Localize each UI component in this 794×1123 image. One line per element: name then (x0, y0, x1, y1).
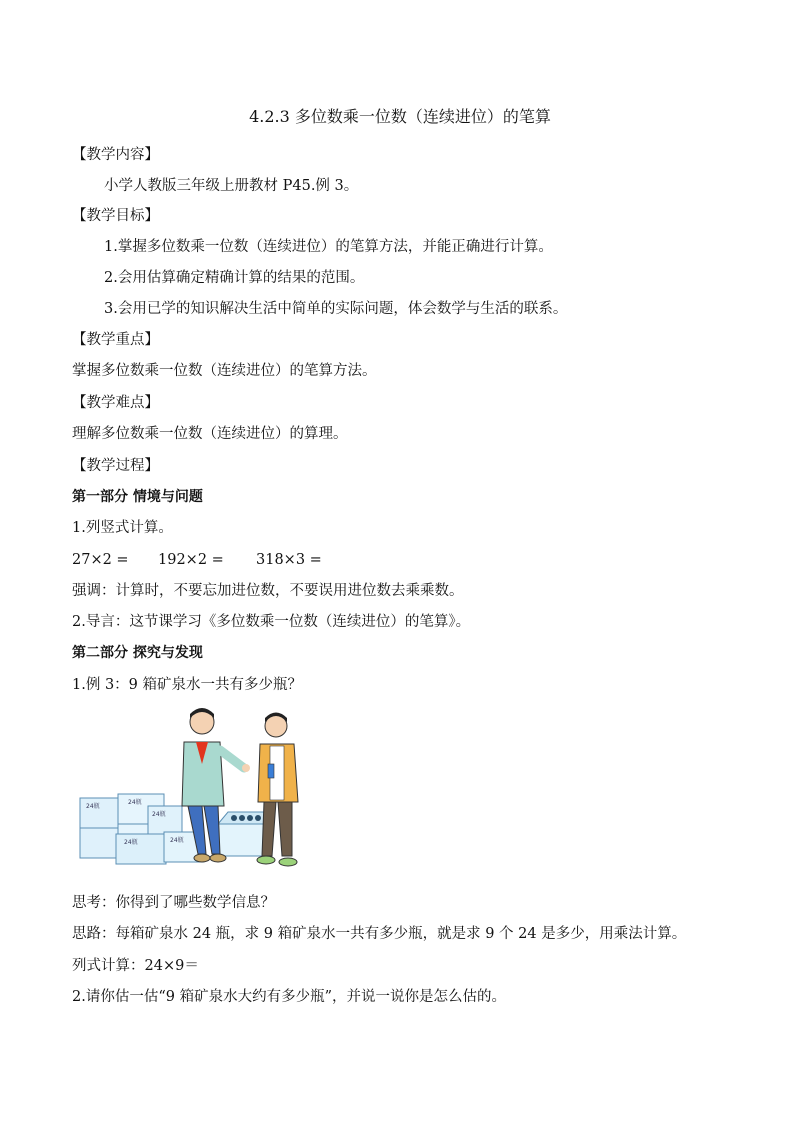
boy-right-icon (257, 713, 298, 867)
illustration-boys-with-water-boxes (78, 706, 314, 876)
think-text: 思考：你得到了哪些数学信息？ (72, 895, 275, 911)
svg-text:24瓶: 24瓶 (128, 799, 142, 806)
formula-text: 列式计算：24×9＝ (72, 958, 199, 974)
section-heading-content: 【教学内容】 (72, 147, 159, 163)
estimate-text: 2.请你估一估“9 箱矿泉水大约有多少瓶”，并说一说你是怎么估的。 (72, 989, 506, 1005)
goal-item: 1.掌握多位数乘一位数（连续进位）的笔算方法，并能正确进行计算。 (104, 239, 553, 255)
emphasis-text: 强调：计算时，不要忘加进位数，不要误用进位数去乘乘数。 (72, 583, 464, 599)
calc-row (72, 550, 322, 570)
example-text: 1.例 3：9 箱矿泉水一共有多少瓶？ (72, 677, 303, 693)
part1-heading: 第一部分 情境与问题 (72, 489, 203, 505)
calc-item: 192×2 = (158, 552, 224, 568)
section-heading-process: 【教学过程】 (72, 458, 159, 474)
section-heading-key: 【教学重点】 (72, 332, 159, 348)
svg-text:24瓶: 24瓶 (170, 837, 184, 844)
section-heading-difficult: 【教学难点】 (72, 395, 159, 411)
page-title-text: 4.2.3 多位数乘一位数（连续进位）的笔算 (249, 107, 551, 126)
part2-heading: 第二部分 探究与发现 (72, 645, 203, 661)
svg-text:24瓶: 24瓶 (86, 803, 100, 810)
goal-item: 2.会用估算确定精确计算的结果的范围。 (104, 270, 365, 286)
section-heading-goals: 【教学目标】 (72, 208, 159, 224)
svg-text:24瓶: 24瓶 (152, 811, 166, 818)
page-title (0, 106, 794, 128)
idea-text: 思路：每箱矿泉水 24 瓶，求 9 箱矿泉水一共有多少瓶，就是求 9 个 24 是多少，用乘法计算。 (72, 926, 687, 942)
content-text: 小学人教版三年级上册教材 P45.例 3。 (104, 178, 359, 194)
difficult-text: 理解多位数乘一位数（连续进位）的算理。 (72, 426, 348, 442)
calc-item: 318×3 = (256, 552, 322, 568)
part1-question: 1.列竖式计算。 (72, 520, 173, 536)
calc-item: 27×2 = (72, 552, 129, 568)
goal-item: 3.会用已学的知识解决生活中简单的实际问题，体会数学与生活的联系。 (104, 301, 568, 317)
key-text: 掌握多位数乘一位数（连续进位）的笔算方法。 (72, 363, 377, 379)
svg-text:24瓶: 24瓶 (124, 839, 138, 846)
intro-text: 2.导言：这节课学习《多位数乘一位数（连续进位）的笔算》。 (72, 614, 471, 630)
